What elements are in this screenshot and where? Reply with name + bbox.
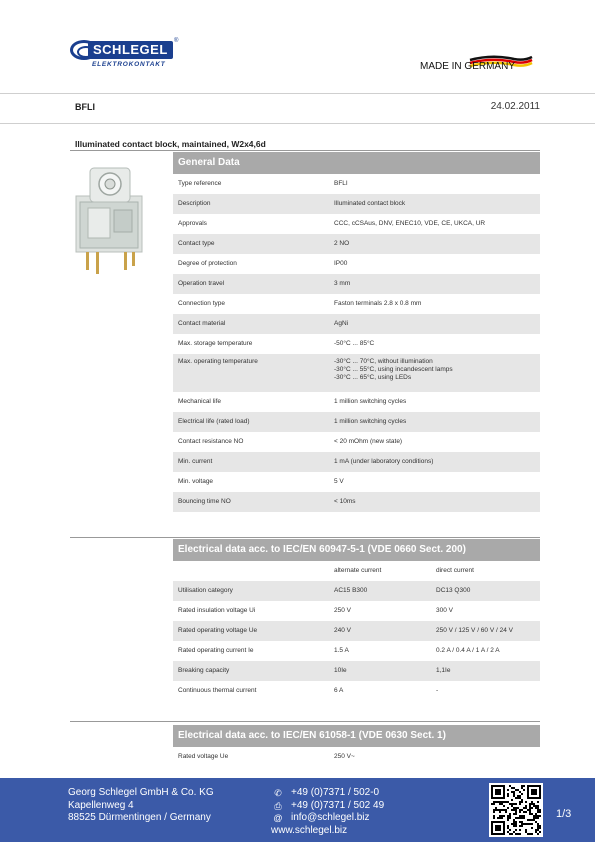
table-row	[173, 432, 540, 452]
row-label: Contact resistance NO	[178, 438, 244, 445]
at-icon: @	[273, 813, 283, 823]
row-value: < 10ms	[334, 498, 356, 505]
product-title: Illuminated contact block, maintained, W2x4,6d	[75, 139, 266, 149]
row-label: Breaking capacity	[178, 667, 230, 674]
fax-number: +49 (0)7371 / 502 49	[291, 799, 385, 811]
table-row	[173, 274, 540, 294]
row-value-dc: 1,1Ie	[436, 667, 451, 674]
table-row	[173, 452, 540, 472]
table-row	[173, 621, 540, 641]
product-image	[70, 162, 152, 282]
footer	[0, 778, 595, 842]
general-data-table	[173, 174, 540, 512]
row-value-dc: 0.2 A / 0.4 A / 1 A / 2 A	[436, 647, 500, 654]
table-row	[173, 254, 540, 274]
table-row	[173, 681, 540, 701]
row-value-dc: 300 V	[436, 607, 453, 614]
document-date: 24.02.2011	[490, 101, 540, 112]
column-header-dc: direct current	[436, 567, 474, 574]
table-row	[173, 334, 540, 354]
company-name: Georg Schlegel GmbH & Co. KG	[68, 787, 214, 798]
row-value-dc: DC13 Q300	[436, 587, 471, 594]
row-label: Approvals	[178, 220, 207, 227]
table-row	[173, 354, 540, 392]
divider	[0, 123, 595, 124]
row-label: Contact material	[178, 320, 226, 327]
row-value: 2 NO	[334, 240, 350, 247]
row-value: AgNi	[334, 320, 349, 327]
row-value: 3 mm	[334, 280, 351, 287]
row-label: Mechanical life	[178, 398, 221, 405]
row-label: Description	[178, 200, 211, 207]
row-value: CCC, cCSAus, DNV, ENEC10, VDE, CE, UKCA, UR	[334, 220, 486, 227]
row-value: Illuminated contact block	[334, 200, 406, 207]
row-label: Rated voltage Ue	[178, 753, 229, 760]
logo-subtitle: ELEKTROKONTAKT	[92, 61, 166, 68]
table-row	[173, 294, 540, 314]
row-label: Max. operating temperature	[178, 358, 258, 365]
table-row	[173, 581, 540, 601]
row-value-line: -30°C ... 55°C, using incandescent lamps	[334, 366, 453, 373]
divider	[70, 537, 540, 538]
row-label: Operation travel	[178, 280, 225, 287]
table-row	[173, 747, 540, 767]
row-label: Rated operating voltage Ue	[178, 627, 258, 634]
row-value: 1 mA (under laboratory conditions)	[334, 458, 434, 465]
row-label: Electrical life (rated load)	[178, 418, 250, 425]
electrical-60947-table	[173, 581, 540, 701]
table-row	[173, 472, 540, 492]
column-headers	[173, 561, 540, 581]
row-value: BFLI	[334, 180, 348, 187]
row-label: Min. voltage	[178, 478, 214, 485]
general-data-section	[173, 152, 540, 512]
row-value-ac: 10Ie	[334, 667, 347, 674]
row-label: Continuous thermal current	[178, 687, 257, 694]
section-heading: General Data	[173, 152, 540, 174]
schlegel-logo	[70, 38, 180, 72]
qr-code[interactable]	[489, 783, 543, 837]
row-label: Contact type	[178, 240, 215, 247]
page-number: 1/3	[556, 808, 572, 820]
table-row	[173, 194, 540, 214]
row-label: Min. current	[178, 458, 213, 465]
row-value-ac: 6 A	[334, 687, 344, 694]
row-value: < 20 mOhm (new state)	[334, 438, 403, 445]
section-heading: Electrical data acc. to IEC/EN 60947-5-1 (VDE 0660 Sect. 200)	[173, 539, 540, 561]
row-value: 250 V~	[334, 753, 355, 760]
row-label: Degree of protection	[178, 260, 237, 267]
type-reference-header: BFLI	[75, 102, 95, 112]
row-value-ac: 240 V	[334, 627, 351, 634]
table-row	[173, 314, 540, 334]
row-value: 1 million switching cycles	[334, 398, 407, 405]
logo-registered-mark: ®	[174, 38, 179, 44]
email-link[interactable]: info@schlegel.biz	[291, 812, 370, 823]
table-row	[173, 392, 540, 412]
electrical-61058-table	[173, 747, 540, 767]
column-header-ac: alternate current	[334, 567, 382, 574]
phone-icon: ✆	[274, 788, 282, 798]
table-row	[173, 641, 540, 661]
row-value-ac: 1.5 A	[334, 647, 349, 654]
company-contact	[271, 787, 384, 837]
company-city: 88525 Dürmentingen / Germany	[68, 812, 211, 823]
table-row	[173, 412, 540, 432]
row-label: Connection type	[178, 300, 225, 307]
row-label: Bouncing time NO	[178, 498, 231, 505]
row-value-dc: 250 V / 125 V / 60 V / 24 V	[436, 627, 513, 634]
table-row	[173, 601, 540, 621]
section-heading: Electrical data acc. to IEC/EN 61058-1 (VDE 0630 Sect. 1)	[173, 725, 540, 747]
row-value	[334, 354, 540, 392]
table-row	[173, 661, 540, 681]
row-value: IP00	[334, 260, 348, 267]
row-value: Faston terminals 2.8 x 0.8 mm	[334, 300, 422, 307]
divider	[0, 93, 595, 94]
table-row	[173, 214, 540, 234]
row-value-ac: 250 V	[334, 607, 351, 614]
company-street: Kapellenweg 4	[68, 799, 134, 811]
row-value-dc: -	[436, 687, 439, 694]
divider	[70, 721, 540, 722]
fax-icon: ⎙	[274, 800, 282, 811]
electrical-61058-section	[173, 725, 540, 767]
row-label: Max. storage temperature	[178, 340, 253, 347]
table-row	[173, 492, 540, 512]
divider	[70, 150, 540, 151]
row-value-ac: AC15 B300	[334, 587, 368, 594]
logo-wordmark: SCHLEGEL	[88, 41, 173, 59]
row-label: Rated insulation voltage Ui	[178, 607, 256, 614]
row-value: 1 million switching cycles	[334, 418, 407, 425]
row-label: Type reference	[178, 180, 222, 187]
table-row	[173, 234, 540, 254]
made-in-label: MADE IN GERMANY	[419, 61, 515, 72]
website-link[interactable]: www.schlegel.biz	[271, 824, 348, 836]
phone-number[interactable]: +49 (0)7371 / 502-0	[291, 787, 380, 798]
row-value-line: -30°C ... 70°C, without illumination	[334, 358, 433, 365]
electrical-60947-section	[173, 539, 540, 701]
row-label: Rated operating current Ie	[178, 647, 254, 654]
table-row	[173, 174, 540, 194]
row-value: 5 V	[334, 478, 344, 485]
row-label: Utilisation category	[178, 587, 233, 594]
row-value-line: -30°C ... 65°C, using LEDs	[334, 374, 412, 381]
company-address	[68, 787, 214, 825]
row-value: -50°C ... 85°C	[334, 340, 375, 347]
